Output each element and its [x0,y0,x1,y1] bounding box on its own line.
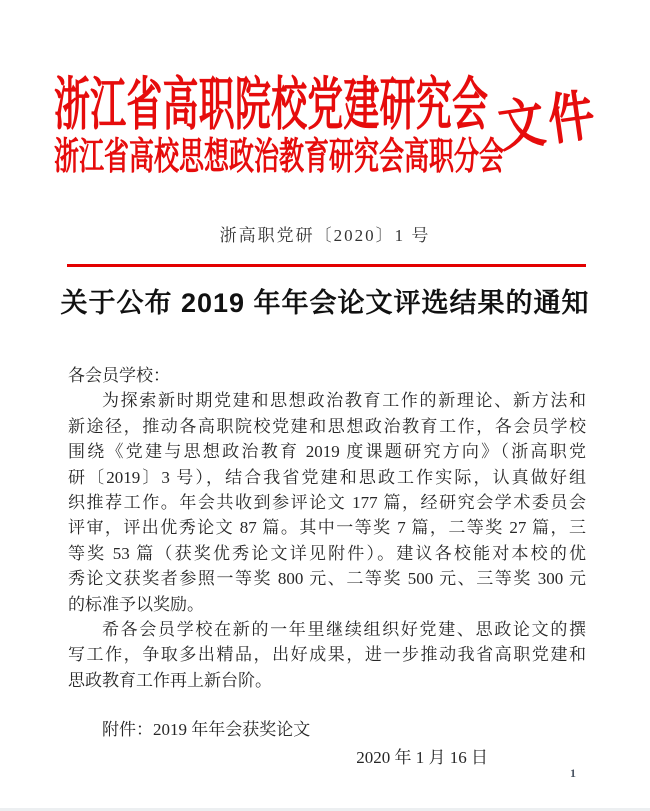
date-line: 2020 年 1 月 16 日 [356,748,488,767]
body-line: 的标准予以奖励。 [68,594,204,614]
body-line: 思政教育工作再上新台阶。 [68,670,272,690]
body-line: 围绕《党建与思想政治教育 2019 度课题研究方向》（浙高职党 [68,442,586,462]
body-line: 研〔2019〕3 号），结合我省党建和思政工作实际，认真做好组 [68,467,586,487]
org-name-line1: 浙江省高职院校党建研究会 [54,72,488,137]
body-line: 各会员学校： [68,366,170,385]
document-title: 关于公布 2019 年年会论文评选结果的通知 [60,288,590,318]
document-number: 浙高职党研〔2020〕1 号 [219,226,431,245]
body-line: 为探索新时期党建和思想政治教育工作的新理论、新方法和 [102,391,586,411]
body-line: 写工作，争取多出精品，出好成果，进一步推动我省高职党建和 [68,645,586,665]
body-line: 希各会员学校在新的一年里继续组织好党建、思政论文的撰 [102,620,586,640]
body-line: 秀论文获奖者参照一等奖 800 元、二等奖 500 元、三等奖 300 元 [68,569,586,589]
body-line: 织推荐工作。年会共收到参评论文 177 篇，经研究会学术委员会 [68,493,586,513]
org-name-line2: 浙江省高校思想政治教育研究会高职分会 [54,137,505,178]
red-divider-line [67,264,586,267]
body-line: 新途径，推动各高职院校党建和思想政治教育工作，各会员学校 [68,416,586,436]
document-mark: 文件 [494,83,603,159]
body-line: 等奖 53 篇（获奖优秀论文详见附件）。建议各校能对本校的优 [68,543,586,563]
body-line: 评审，评出优秀论文 87 篇。其中一等奖 7 篇，二等奖 27 篇，三 [68,518,586,538]
attachment-line: 附件：2019 年年会获奖论文 [102,720,311,739]
body-text [68,363,586,693]
page-number: 1 [570,766,576,780]
